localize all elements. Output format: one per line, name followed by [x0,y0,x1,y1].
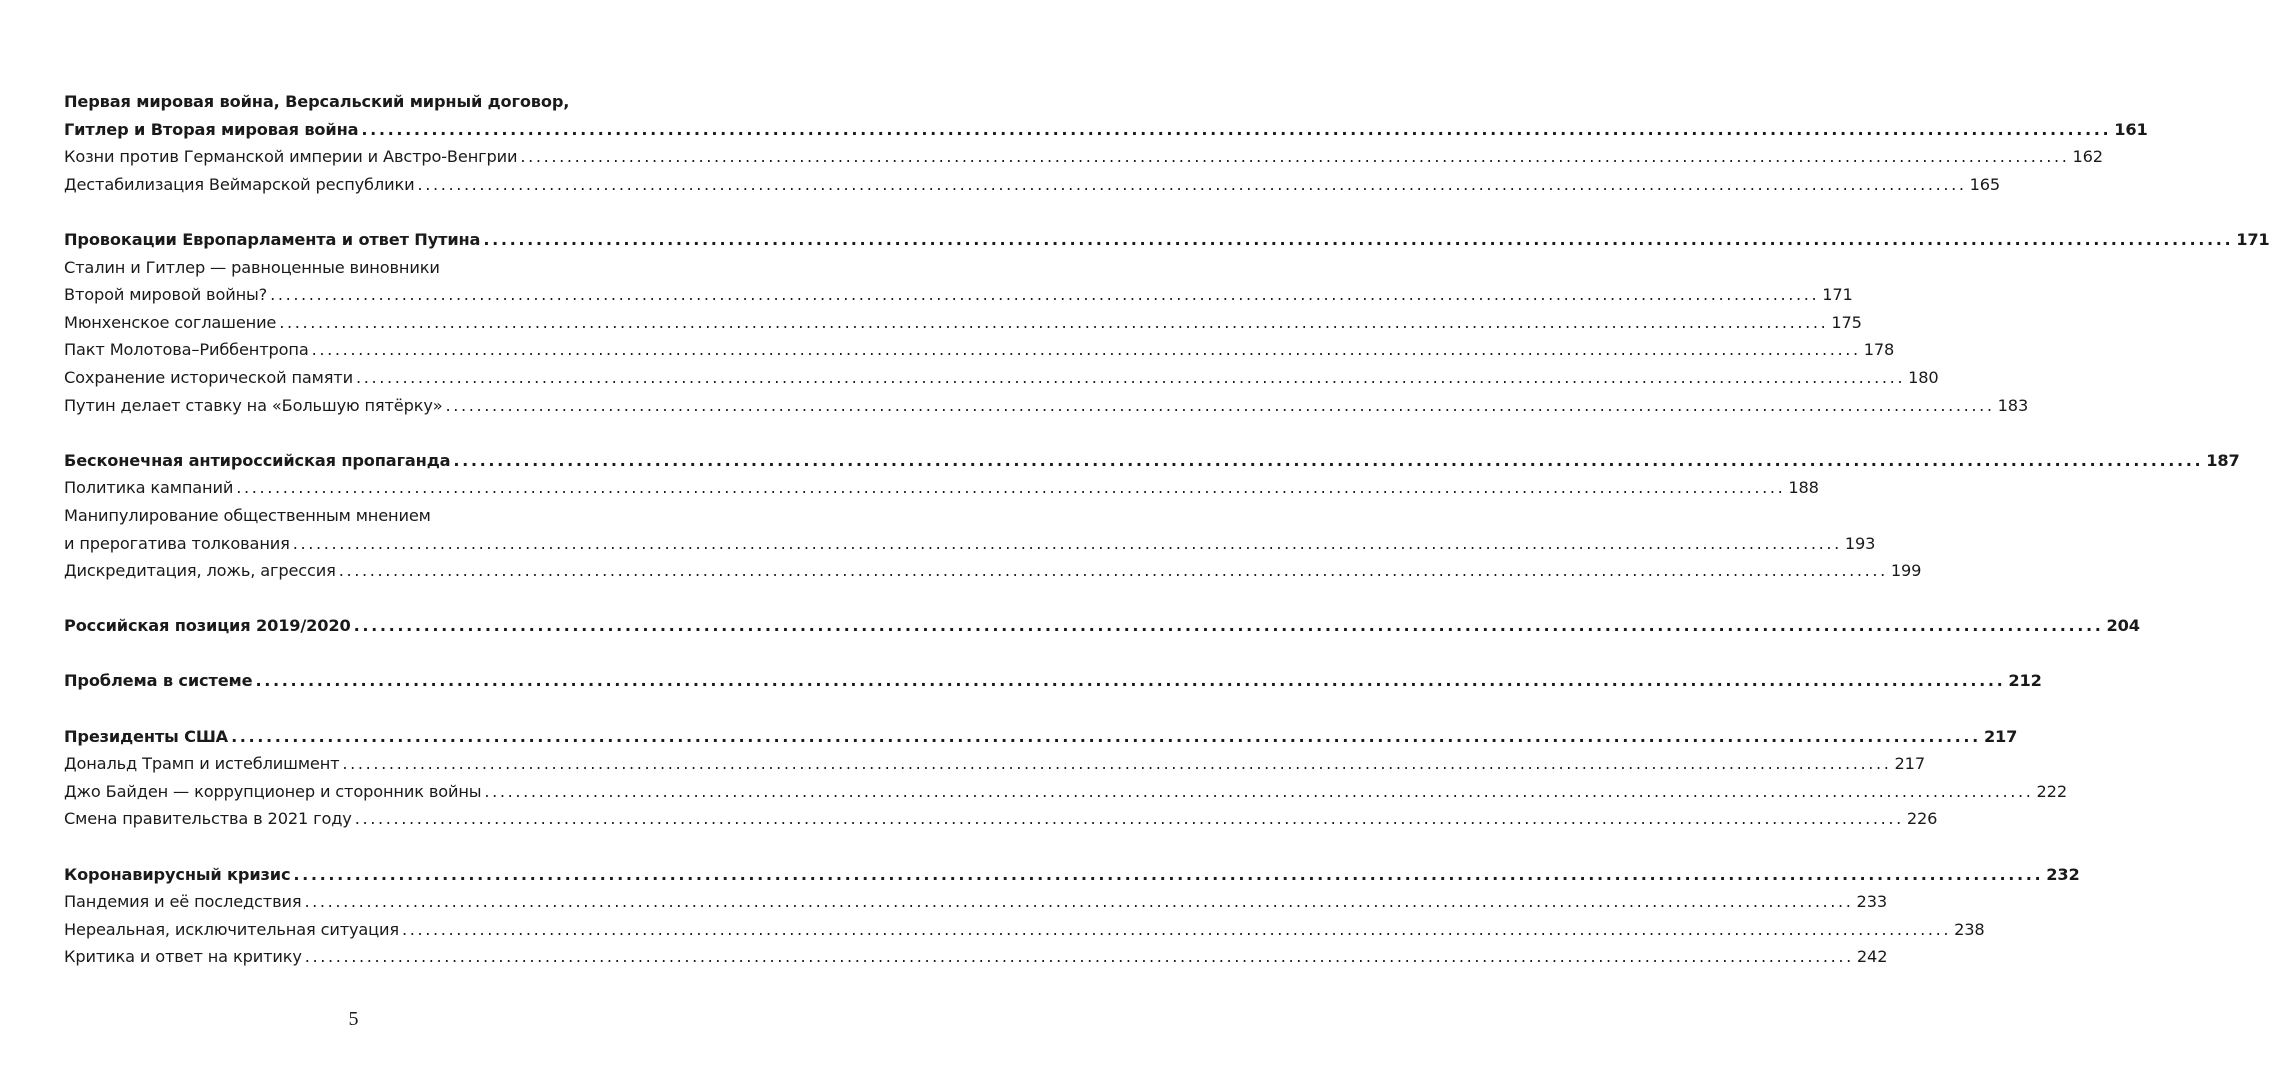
toc-entry[interactable] [64,916,1985,944]
dot-leader: ........................................................................................................................................................................................................ [279,312,1829,332]
toc-entry[interactable] [64,557,1922,585]
toc-section-heading[interactable] [64,612,2140,640]
toc-page-number: 188 [1788,478,1819,498]
toc-entry[interactable] [64,281,1853,309]
dot-leader: ........................................................................................................................................................................................................ [304,947,1854,967]
toc-entry-title: Дональд Трамп и истеблишмент [64,754,340,774]
toc-page-number: 226 [1906,809,1938,829]
toc-entry[interactable] [64,364,1939,392]
section-spacer [64,833,636,861]
toc-section-heading[interactable] [64,226,2270,254]
toc-page-number: 180 [1908,367,1939,387]
dot-leader: ........................................................................................................................................................................................................ [255,671,2006,691]
toc-page-number: 238 [1954,919,1985,939]
toc-page-number: 171 [1822,285,1853,305]
toc-entry-title: Второй мировой войны? [64,285,268,305]
toc-page-number: 233 [1856,892,1887,912]
toc-entry-title: Путин делает ставку на «Большую пятёрку» [64,395,443,415]
toc-section-title: Российская позиция 2019/2020 [64,616,351,636]
dot-leader: ........................................................................................................................................................................................................ [520,147,2070,167]
toc-section-heading[interactable] [64,116,2148,144]
toc-entry[interactable] [64,143,2103,171]
dot-leader: ........................................................................................................................................................................................................ [483,229,2234,249]
toc-section-heading[interactable] [64,723,2018,751]
toc-entry-title: и прерогатива толкования [64,533,290,553]
section-spacer [64,695,636,723]
page-number: 5 [348,1008,359,1030]
toc-page-number: 222 [2036,781,2067,801]
toc-entry-title: Дестабилизация Веймарской республики [64,174,415,194]
toc-page-number: 193 [1844,533,1876,553]
dot-leader: ........................................................................................................................................................................................................ [354,809,1904,829]
toc-page-number: 217 [1894,754,1925,774]
toc-section-title: Гитлер и Вторая мировая война [64,119,359,139]
toc-page-number: 217 [1983,726,2018,746]
toc-entry[interactable] [64,530,1876,558]
toc-entry[interactable] [64,336,1895,364]
toc-entry-title: Смена правительства в 2021 году [64,809,352,829]
table-of-contents [64,88,2270,971]
dot-leader: ........................................................................................................................................................................................................ [353,616,2104,636]
toc-entry-title: Политика кампаний [64,478,234,498]
toc-page-number: 204 [2106,616,2140,636]
toc-page-number: 212 [2008,671,2042,691]
section-spacer [64,640,636,668]
toc-entry[interactable] [64,888,1887,916]
toc-entry[interactable] [64,474,1819,502]
toc-section-heading[interactable] [64,447,2240,475]
toc-section-heading[interactable] [64,861,2080,889]
section-spacer [64,419,636,447]
toc-entry[interactable] [64,502,636,530]
section-spacer [64,198,636,226]
dot-leader: ........................................................................................................................................................................................................ [231,726,1981,746]
toc-entry[interactable] [64,309,1862,337]
toc-entry-title: Мюнхенское соглашение [64,312,277,332]
toc-page-number: 165 [1969,174,2001,194]
dot-leader: ........................................................................................................................................................................................................ [293,864,2044,884]
dot-leader: ........................................................................................................................................................................................................ [342,754,1892,774]
toc-entry-title: Джо Байден — коррупционер и сторонник войны [64,781,482,801]
dot-leader: ........................................................................................................................................................................................................ [445,395,1995,415]
toc-section-heading[interactable] [64,88,636,116]
toc-page-number: 183 [1997,395,2029,415]
dot-leader: ........................................................................................................................................................................................................ [484,781,2034,801]
toc-page-number: 187 [2206,450,2240,470]
toc-section-title: Президенты США [64,726,229,746]
dot-leader: ........................................................................................................................................................................................................ [402,919,1952,939]
dot-leader: ........................................................................................................................................................................................................ [355,367,1906,387]
dot-leader: ........................................................................................................................................................................................................ [338,561,1888,581]
dot-leader: ........................................................................................................................................................................................................ [236,478,1786,498]
toc-entry[interactable] [64,778,2067,806]
toc-entry-title: Критика и ответ на критику [64,947,302,967]
toc-entry-title: Козни против Германской империи и Австро-Венгрии [64,147,518,167]
toc-entry[interactable] [64,805,1938,833]
toc-entry[interactable] [64,171,2001,199]
dot-leader: ........................................................................................................................................................................................................ [311,340,1861,360]
toc-page-number: 178 [1863,340,1895,360]
toc-section-title: Провокации Европарламента и ответ Путина [64,229,481,249]
dot-leader: ........................................................................................................................................................................................................ [304,892,1854,912]
toc-page-number: 171 [2236,229,2270,249]
toc-page-number: 242 [1856,947,1888,967]
toc-section-title: Бесконечная антироссийская пропаганда [64,450,451,470]
toc-section-title: Коронавирусный кризис [64,864,291,884]
toc-entry-title: Пандемия и её последствия [64,892,302,912]
section-spacer [64,585,636,613]
toc-entry-title-line1: Сталин и Гитлер — равноценные виновники [64,257,440,277]
toc-entry-title: Нереальная, исключительная ситуация [64,919,399,939]
toc-entry-title-line1: Манипулирование общественным мнением [64,505,431,525]
toc-page-number: 199 [1890,561,1922,581]
dot-leader: ........................................................................................................................................................................................................ [292,533,1842,553]
dot-leader: ........................................................................................................................................................................................................ [270,285,1820,305]
toc-page-number: 161 [2114,119,2148,139]
toc-entry[interactable] [64,750,1925,778]
dot-leader: ........................................................................................................................................................................................................ [453,450,2204,470]
toc-page-number: 175 [1831,312,1862,332]
dot-leader: ........................................................................................................................................................................................................ [361,119,2112,139]
toc-entry[interactable] [64,943,1888,971]
toc-section-heading[interactable] [64,667,2042,695]
toc-page-number: 232 [2046,864,2080,884]
toc-entry-title: Пакт Молотова–Риббентропа [64,340,309,360]
toc-entry[interactable] [64,254,636,282]
toc-entry-title: Дискредитация, ложь, агрессия [64,561,336,581]
toc-entry[interactable] [64,392,2029,420]
toc-page-number: 162 [2072,147,2103,167]
dot-leader: ........................................................................................................................................................................................................ [417,174,1967,194]
toc-section-title: Проблема в системе [64,671,253,691]
toc-section-title-line1: Первая мировая война, Версальский мирный договор, [64,92,570,111]
toc-entry-title: Сохранение исторической памяти [64,367,353,387]
